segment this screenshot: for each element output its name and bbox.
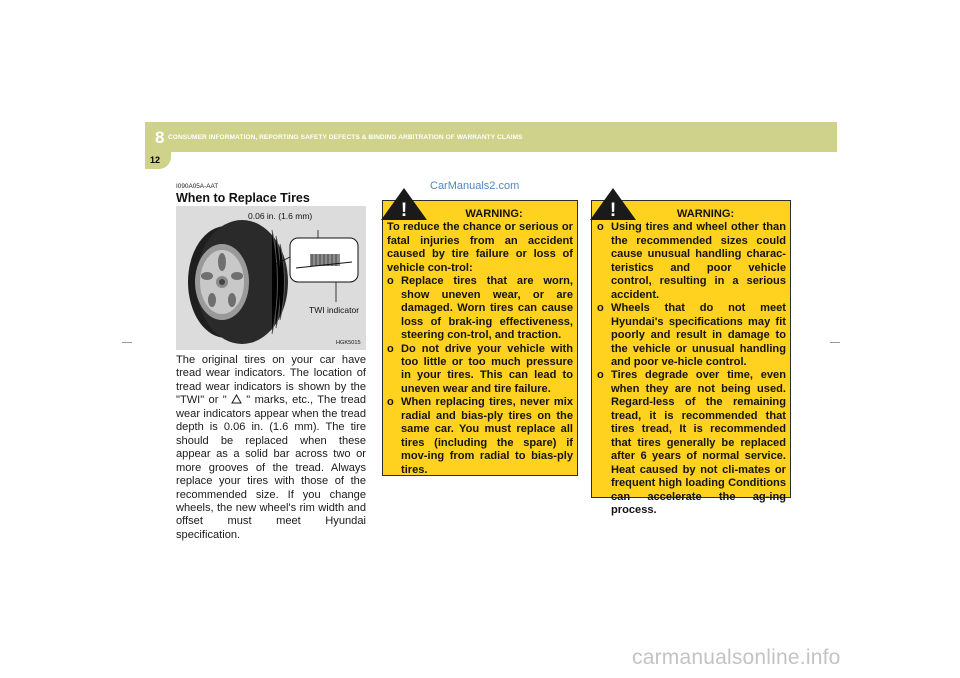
watermark-top[interactable]: CarManuals2.com xyxy=(430,180,520,192)
bullet: o xyxy=(597,221,604,234)
tire-illustration xyxy=(176,206,366,350)
warning-list xyxy=(597,221,786,517)
warning-item xyxy=(597,221,786,302)
twi-indicator-label: TWI indicator xyxy=(309,305,360,315)
bullet: o xyxy=(597,302,604,315)
warning-item xyxy=(387,343,573,397)
bullet: o xyxy=(387,342,394,355)
warning-item xyxy=(597,302,786,369)
triangle-icon xyxy=(231,394,242,404)
section-title: When to Replace Tires xyxy=(176,191,310,205)
warning-item-text: Do not drive your vehicle with too little or too much pressure in your tires. This can lead to uneven wear and tire failure. xyxy=(401,342,573,395)
figure-code: HGK5015 xyxy=(336,340,361,346)
paragraph-text-before: The original tires on your car have tread wear indicators. The location of tread wear indicators is shown by the "TWI" or " xyxy=(176,354,366,407)
tire-tread-figure xyxy=(176,206,366,350)
warning-item-text: Replace tires that are worn, show uneven wear, or are damaged. Worn tires can cause loss of brak-ing effectiveness, steering con-trol, and traction. xyxy=(401,275,573,342)
warning-intro: To reduce the chance or serious or fatal injuries from an accident caused by tire failure or loss of vehicle con-trol: xyxy=(387,221,573,274)
warning-box-tire-failure xyxy=(382,200,578,476)
section-code: I090A05A-AAT xyxy=(176,183,219,190)
warning-list xyxy=(387,275,573,477)
watermark-bottom: carmanualsonline.info xyxy=(632,646,841,669)
warning-item-text: Wheels that do not meet Hyundai's specifications may fit poorly and result in damage to the vehicle or unusual handling and poor ve-hicle control. xyxy=(611,302,786,368)
warning-item-text: When replacing tires, never mix radial and bias-ply tires on the same car. You must replace all tires (including the spare) if mov-ing from radial to bias-ply tires. xyxy=(401,396,573,476)
warning-box-wheels xyxy=(591,200,791,516)
crop-mark-right xyxy=(830,342,840,343)
warning-item xyxy=(387,275,573,342)
warning-item xyxy=(387,396,573,477)
warning-icon-symbol: ! xyxy=(400,200,408,221)
tire-replacement-paragraph xyxy=(176,354,366,542)
bullet: o xyxy=(597,369,604,382)
warning-item-text: Using tires and wheel other than the recommended sizes could cause unusual handling charac-teristics and poor vehicle control, resulting in a serious accident. xyxy=(611,221,786,301)
warning-icon xyxy=(589,187,637,226)
warning-title: WARNING: xyxy=(465,208,523,220)
warning-item xyxy=(597,369,786,517)
warning-icon xyxy=(380,187,428,226)
page-number: 12 xyxy=(150,155,161,165)
paragraph-text-after: " marks, etc., The tread wear indicators appear when the tread depth is 0.06 in. (1.6 mm). The tire should be replaced when these appear as a solid bar across two or more grooves of the tread. Always replace your tires with those of the recommended size. If you change wheels, the new wheel's rim width and offset must meet Hyundai specification. xyxy=(176,394,366,541)
bullet: o xyxy=(387,275,394,288)
warning-item-text: Tires degrade over time, even when they are not being used. Regard-less of the remaining tread, it is recommended that tires tread, It is recommended that tires generally be replaced after 6 years of normal service. Heat caused by not cli-mates or frequent high loading Conditions can accelerate the ag-ing process. xyxy=(611,369,786,516)
bullet: o xyxy=(387,396,394,409)
warning-title: WARNING: xyxy=(676,208,735,220)
chapter-title: CONSUMER INFORMATION, REPORTING SAFETY DEFECTS & BINDING ARBITRATION OF WARRANTY CLAIMS xyxy=(168,134,523,141)
warning-icon-symbol: ! xyxy=(609,200,617,221)
crop-mark-left xyxy=(122,342,132,343)
tread-depth-label: 0.06 in. (1.6 mm) xyxy=(248,211,313,221)
chapter-number: 8 xyxy=(155,128,165,147)
